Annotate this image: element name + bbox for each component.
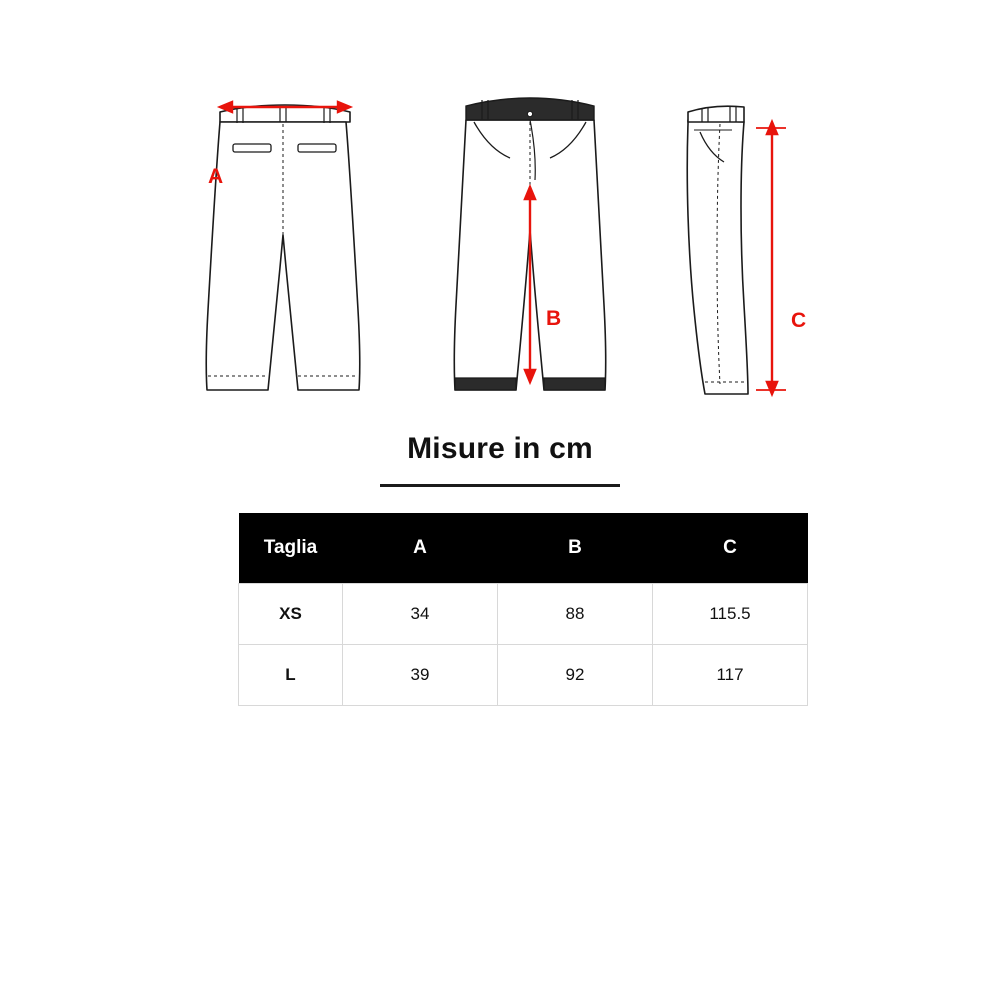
size-table-container — [238, 513, 800, 706]
cell-size: L — [239, 645, 343, 706]
header-a: A — [343, 513, 498, 584]
measurement-marker-b: B — [546, 307, 562, 330]
page-title: Misure in cm — [407, 432, 593, 465]
title-divider — [380, 484, 620, 487]
header-b: B — [498, 513, 653, 584]
title-block — [0, 432, 1000, 487]
cell-a: 34 — [343, 584, 498, 645]
cell-c: 115.5 — [653, 584, 808, 645]
cell-b: 88 — [498, 584, 653, 645]
pants-back-view — [190, 60, 380, 410]
cell-size: XS — [239, 584, 343, 645]
header-size: Taglia — [239, 513, 343, 584]
cell-b: 92 — [498, 645, 653, 706]
size-table — [238, 513, 808, 706]
pants-side-view — [660, 60, 840, 410]
table-header — [239, 513, 808, 584]
measurement-marker-a: A — [208, 165, 224, 188]
cell-a: 39 — [343, 645, 498, 706]
table-body — [239, 584, 808, 706]
garment-illustrations — [0, 60, 1000, 420]
pants-front-view — [430, 60, 630, 410]
table-row — [239, 645, 808, 706]
measurement-marker-c: C — [791, 309, 807, 332]
table-row — [239, 584, 808, 645]
header-c: C — [653, 513, 808, 584]
cell-c: 117 — [653, 645, 808, 706]
table-header-row — [239, 513, 808, 584]
